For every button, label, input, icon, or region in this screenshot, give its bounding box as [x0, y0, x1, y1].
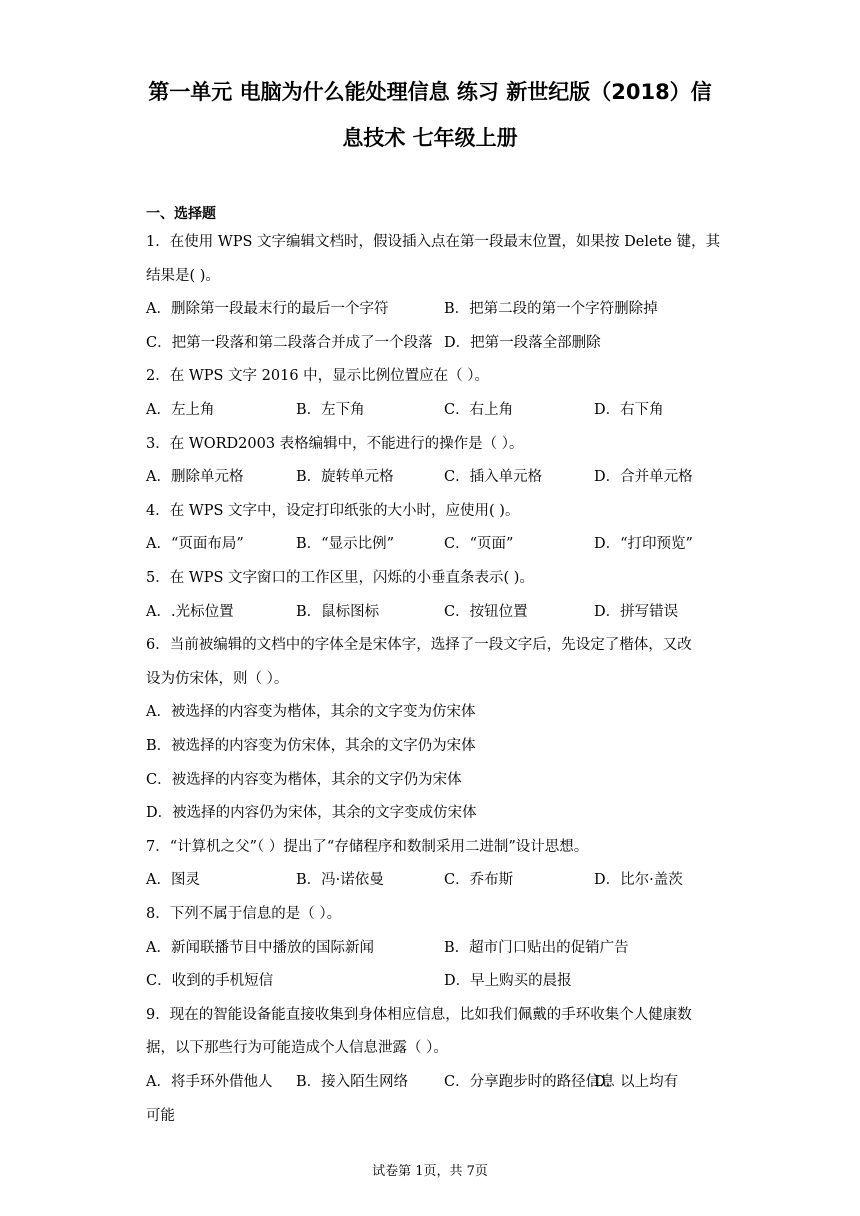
- question-stem: 4．在 WPS 文字中，设定打印纸张的大小时，应使用( )。: [146, 502, 520, 519]
- option: B．被选择的内容变为仿宋体，其余的文字仍为宋体: [146, 738, 476, 754]
- option: A．.光标位置: [146, 603, 234, 620]
- option: C．插入单元格: [444, 469, 543, 486]
- question-stem: 8．下列不属于信息的是（ ）。: [146, 906, 342, 922]
- option: D．拼写错误: [594, 603, 679, 620]
- option: D．以上均有: [594, 1074, 679, 1090]
- option: C．被选择的内容变为楷体，其余的文字仍为宋体: [146, 771, 462, 788]
- question-stem: 设为仿宋体，则（ ）。: [146, 670, 289, 687]
- option: A．被选择的内容变为楷体，其余的文字变为仿宋体: [146, 704, 476, 721]
- option: C．把第一段落和第二段落合并成了一个段落: [146, 334, 433, 351]
- option: C．收到的手机短信: [146, 973, 274, 990]
- option: A．新闻联播节目中播放的国际新闻: [146, 939, 374, 956]
- option: A．删除单元格: [146, 469, 244, 486]
- option: C．右上角: [444, 402, 514, 418]
- option: C．按钮位置: [444, 603, 528, 620]
- option: D．比尔·盖茨: [594, 872, 683, 889]
- question-stem: 2．在 WPS 文字 2016 中，显示比例位置应在（ ）。: [146, 368, 490, 385]
- option-continued: 可能: [146, 1107, 175, 1124]
- question-stem: 3．在 WORD2003 表格编辑中，不能进行的操作是（ ）。: [146, 435, 524, 452]
- option: A．左上角: [146, 402, 215, 418]
- option: B．接入陌生网络: [296, 1074, 409, 1090]
- page-title-line-2: 息技术 七年级上册: [342, 126, 518, 150]
- option: C．“页面”: [444, 536, 514, 553]
- option: C．乔布斯: [444, 872, 514, 889]
- section-heading: 一、选择题: [146, 206, 216, 222]
- option: B．旋转单元格: [296, 469, 394, 486]
- option: D．早上购买的晨报: [444, 973, 572, 990]
- option: B．把第二段的第一个字符删除掉: [444, 301, 658, 318]
- option: B．“显示比例”: [296, 536, 394, 553]
- option: B．冯·诺依曼: [296, 872, 384, 889]
- option: C．分享跑步时的路径信息: [444, 1074, 615, 1090]
- option: A．删除第一段最末行的最后一个字符: [146, 301, 389, 318]
- question-stem: 结果是( )。: [146, 267, 220, 284]
- question-stem: 6．当前被编辑的文档中的字体全是宋体字，选择了一段文字后，先设定了楷体，又改: [146, 637, 692, 654]
- option: A．将手环外借他人: [146, 1074, 273, 1090]
- question-stem: 9．现在的智能设备能直接收集到身体相应信息，比如我们佩戴的手环收集个人健康数: [146, 1006, 692, 1023]
- option: D．“打印预览”: [594, 536, 693, 553]
- option: D．把第一段落全部删除: [444, 334, 601, 351]
- question-stem: 7．“计算机之父”（ ）提出了“存储程序和数制采用二进制”设计思想。: [146, 838, 589, 855]
- option: B．超市门口贴出的促销广告: [444, 939, 629, 956]
- option: D．合并单元格: [594, 469, 693, 486]
- option: D．右下角: [594, 402, 664, 418]
- question-stem: 5．在 WPS 文字窗口的工作区里，闪烁的小垂直条表示( )。: [146, 570, 534, 586]
- page-footer: 试卷第 1页，共 7页: [372, 1164, 488, 1179]
- page-title-line-1: 第一单元 电脑为什么能处理信息 练习 新世纪版（2018）信: [148, 80, 712, 104]
- question-stem: 1．在使用 WPS 文字编辑文档时，假设插入点在第一段最末位置，如果按 Delete 键，其: [146, 234, 721, 250]
- option: B．鼠标图标: [296, 603, 380, 620]
- option: A．“页面布局”: [146, 536, 244, 553]
- option: B．左下角: [296, 402, 365, 418]
- option: A．图灵: [146, 872, 200, 889]
- option: D．被选择的内容仍为宋体，其余的文字变成仿宋体: [146, 805, 477, 822]
- question-stem: 据，以下那些行为可能造成个人信息泄露（ ）。: [146, 1040, 448, 1057]
